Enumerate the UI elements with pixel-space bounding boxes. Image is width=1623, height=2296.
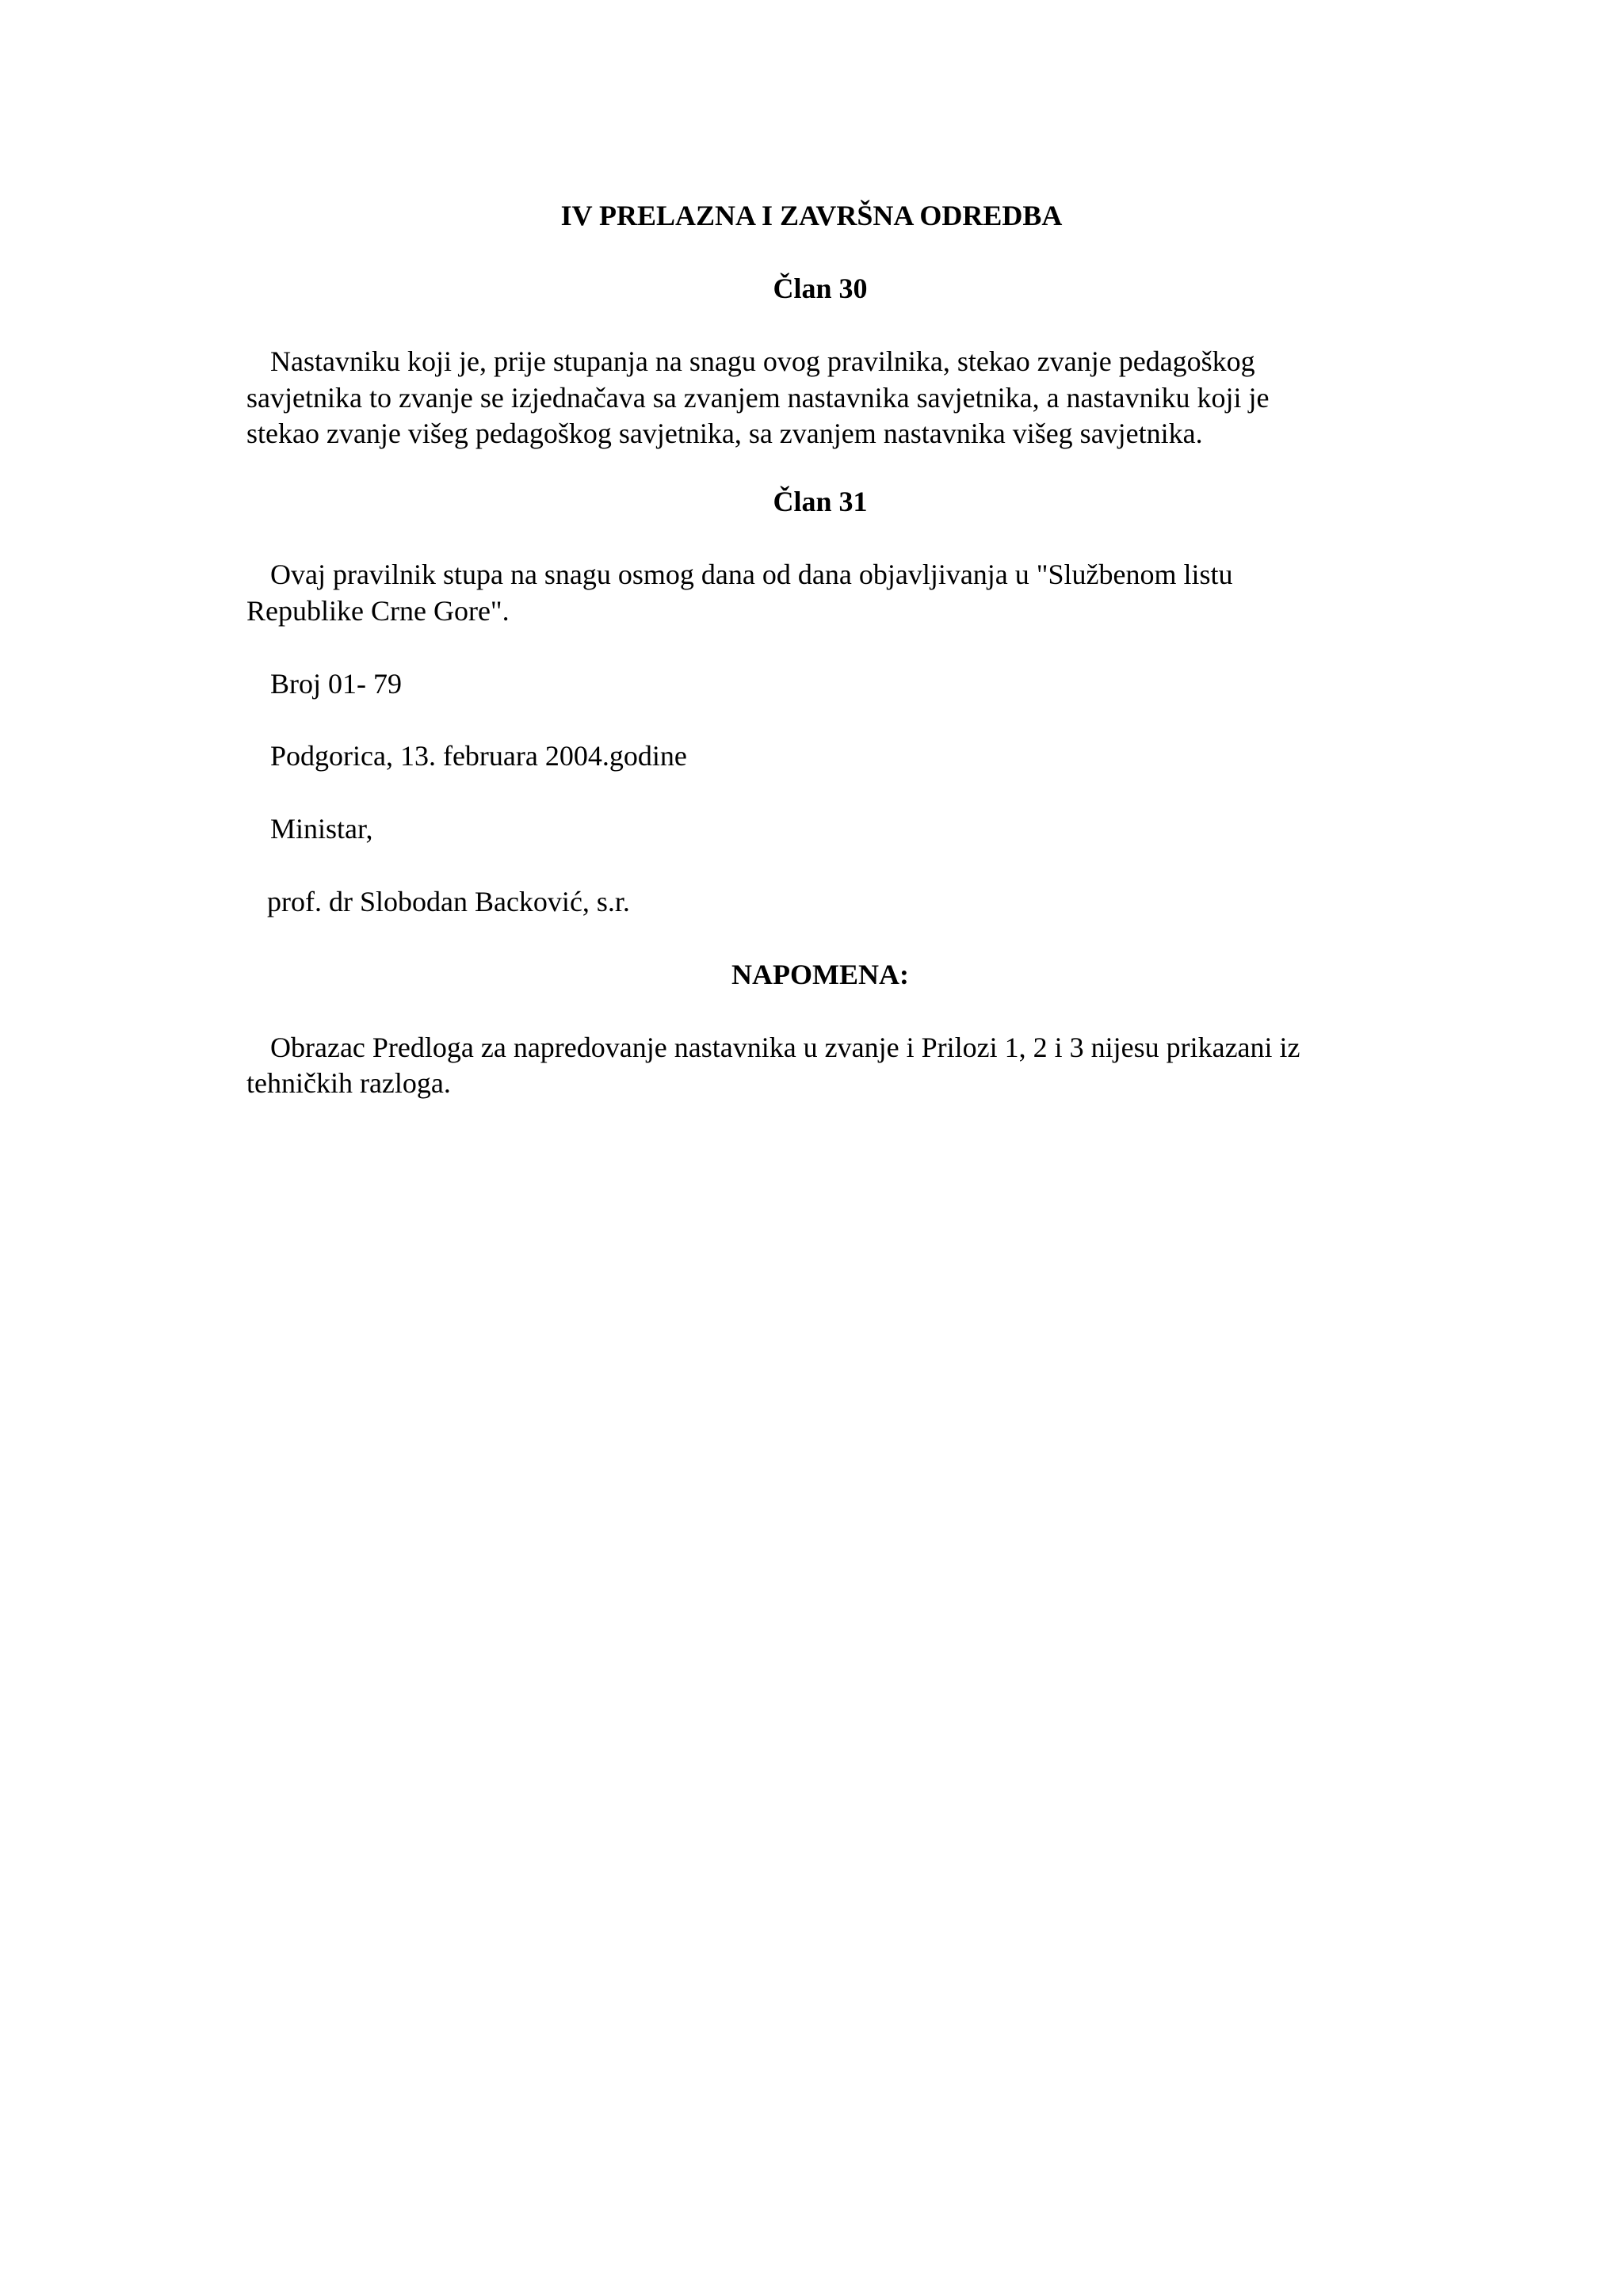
note-line-2: tehničkih razloga.: [246, 1067, 451, 1099]
article-31-heading: Član 31: [773, 486, 868, 517]
article-30-heading: Član 30: [773, 273, 868, 304]
note-line-1: Obrazac Predloga za napredovanje nastavnika u zvanje i Prilozi 1, 2 i 3 nijesu prikazani iz: [270, 1032, 1300, 1063]
note-heading: NAPOMENA:: [731, 959, 909, 990]
article-31-line-2: Republike Crne Gore".: [246, 595, 510, 627]
article-30-line-3: stekao zvanje višeg pedagoškog savjetnika, sa zvanjem nastavnika višeg savjetnika.: [246, 418, 1203, 449]
place-and-date: Podgorica, 13. februara 2004.godine: [270, 740, 687, 772]
article-30-line-2: savjetnika to zvanje se izjednačava sa zvanjem nastavnika savjetnika, a nastavniku koji je: [246, 382, 1270, 414]
document-number: Broj 01- 79: [270, 668, 402, 700]
article-31-line-1: Ovaj pravilnik stupa na snagu osmog dana od dana objavljivanja u "Službenom listu: [270, 559, 1233, 590]
signatory-title: Ministar,: [270, 813, 373, 845]
article-30-line-1: Nastavniku koji je, prije stupanja na snagu ovog pravilnika, stekao zvanje pedagoškog: [270, 345, 1255, 377]
section-title: IV PRELAZNA I ZAVRŠNA ODREDBA: [560, 200, 1063, 231]
signatory-name: prof. dr Slobodan Backović, s.r.: [267, 886, 630, 917]
